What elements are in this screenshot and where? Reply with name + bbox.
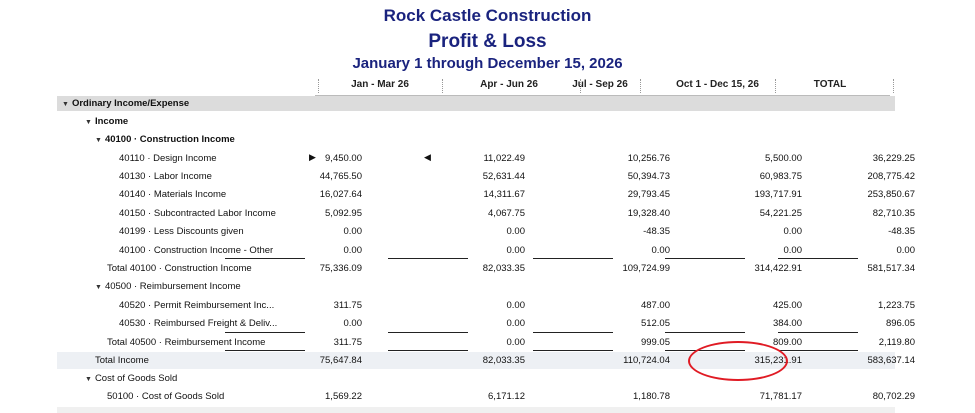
row-label: Total 40100 · Construction Income bbox=[107, 263, 252, 274]
subtotal-underline bbox=[388, 350, 468, 351]
cell-q1[interactable]: 16,027.64 bbox=[319, 189, 362, 200]
subtotal-underline bbox=[533, 350, 613, 351]
company-name: Rock Castle Construction bbox=[383, 6, 592, 25]
cell-q3[interactable]: 10,256.76 bbox=[627, 153, 670, 164]
row-pointer-left-icon: ◀ bbox=[424, 152, 431, 162]
cell-q1[interactable]: 75,336.09 bbox=[319, 263, 362, 274]
collapse-triangle-icon[interactable]: ▼ bbox=[95, 284, 102, 291]
cell-q2[interactable]: 14,311.67 bbox=[483, 189, 525, 200]
cell-total[interactable]: 36,229.25 bbox=[872, 153, 915, 164]
row-label: 40110 · Design Income bbox=[119, 153, 217, 164]
report-title: Profit & Loss bbox=[428, 31, 547, 52]
cell-total[interactable]: 80,702.29 bbox=[872, 391, 915, 402]
cell-q4[interactable]: 314,422.91 bbox=[754, 263, 802, 274]
cell-q4[interactable]: 384.00 bbox=[772, 318, 802, 329]
subtotal-underline bbox=[533, 332, 613, 333]
cell-q4[interactable]: 809.00 bbox=[772, 337, 802, 348]
cell-total[interactable]: 896.05 bbox=[885, 318, 915, 329]
subtotal-underline bbox=[388, 258, 468, 259]
row-label: ▼ 40100 · Construction Income bbox=[95, 134, 235, 145]
next-row-partial bbox=[57, 407, 895, 413]
cell-q3[interactable]: 29,793.45 bbox=[627, 189, 670, 200]
report-row[interactable] bbox=[57, 205, 915, 223]
cell-q1[interactable]: 0.00 bbox=[343, 245, 362, 256]
subtotal-underline bbox=[665, 258, 745, 259]
cell-total[interactable]: 583,637.14 bbox=[867, 355, 915, 366]
cell-q4[interactable]: 193,717.91 bbox=[754, 189, 802, 200]
report-period: January 1 through December 15, 2026 bbox=[352, 55, 623, 72]
row-label: Total 40500 · Reimbursement Income bbox=[107, 337, 266, 348]
cell-q2[interactable]: 82,033.35 bbox=[482, 355, 525, 366]
collapse-triangle-icon[interactable]: ▼ bbox=[95, 137, 102, 144]
report-row[interactable] bbox=[57, 278, 895, 296]
report-row[interactable] bbox=[57, 242, 915, 260]
column-resize-handle[interactable] bbox=[640, 79, 642, 93]
subtotal-underline bbox=[533, 258, 613, 259]
cell-q3[interactable]: 50,394.73 bbox=[627, 171, 670, 182]
cell-q2[interactable]: 0.00 bbox=[506, 226, 525, 237]
cell-q3[interactable]: -48.35 bbox=[643, 226, 670, 237]
subtotal-underline bbox=[665, 332, 745, 333]
cell-q3[interactable]: 487.00 bbox=[640, 300, 670, 311]
column-resize-handle[interactable] bbox=[893, 79, 895, 93]
column-header-q3[interactable]: Jul - Sep 26 bbox=[572, 79, 628, 90]
subtotal-underline bbox=[778, 258, 858, 259]
row-label: 40130 · Labor Income bbox=[119, 171, 212, 182]
cell-total[interactable]: -48.35 bbox=[888, 226, 915, 237]
cell-q3[interactable]: 110,724.04 bbox=[623, 355, 670, 366]
cell-q4[interactable]: 60,983.75 bbox=[759, 171, 802, 182]
cell-q2[interactable]: 6,171.12 bbox=[488, 391, 525, 402]
cell-q4[interactable]: 54,221.25 bbox=[759, 208, 802, 219]
cell-q3[interactable]: 512.05 bbox=[640, 318, 670, 329]
cell-total[interactable]: 208,775.42 bbox=[867, 171, 915, 182]
row-label: ▼ Ordinary Income/Expense bbox=[62, 98, 190, 109]
cell-q2[interactable]: 0.00 bbox=[506, 318, 525, 329]
report-row[interactable] bbox=[57, 315, 915, 333]
cell-total[interactable]: 82,710.35 bbox=[872, 208, 915, 219]
cell-q3[interactable]: 999.05 bbox=[640, 337, 670, 348]
cell-total[interactable]: 2,119.80 bbox=[878, 337, 915, 348]
cell-q4[interactable]: 315,231.91 bbox=[754, 355, 802, 366]
subtotal-underline bbox=[388, 332, 468, 333]
report-row[interactable] bbox=[57, 186, 915, 204]
cell-q4[interactable]: 0.00 bbox=[783, 226, 802, 237]
row-label: ▼ Cost of Goods Sold bbox=[85, 373, 178, 384]
row-label: 40140 · Materials Income bbox=[119, 189, 227, 200]
report-row[interactable] bbox=[57, 113, 895, 131]
collapse-triangle-icon[interactable]: ▼ bbox=[85, 119, 92, 126]
cell-q4[interactable]: 71,781.17 bbox=[759, 391, 802, 402]
cell-total[interactable]: 0.00 bbox=[896, 245, 915, 256]
row-pointer-right-icon: ▶ bbox=[309, 152, 316, 162]
cell-q2[interactable]: 52,631.44 bbox=[482, 171, 525, 182]
cell-q1[interactable]: 0.00 bbox=[343, 226, 362, 237]
report-row[interactable] bbox=[57, 297, 915, 315]
row-label: Total Income bbox=[95, 355, 149, 366]
cell-total[interactable]: 1,223.75 bbox=[878, 300, 915, 311]
cell-q2[interactable]: 0.00 bbox=[506, 300, 525, 311]
subtotal-underline bbox=[225, 350, 305, 351]
subtotal-underline bbox=[225, 258, 305, 259]
cell-q3[interactable]: 0.00 bbox=[651, 245, 670, 256]
row-label: 40199 · Less Discounts given bbox=[119, 226, 244, 237]
cell-q4[interactable]: 0.00 bbox=[783, 245, 802, 256]
cell-q1[interactable]: 311.75 bbox=[333, 300, 362, 311]
cell-q4[interactable]: 5,500.00 bbox=[765, 153, 802, 164]
report-row[interactable] bbox=[57, 223, 915, 241]
row-label: 50100 · Cost of Goods Sold bbox=[107, 391, 225, 402]
column-header-q1[interactable]: Jan - Mar 26 bbox=[351, 79, 409, 90]
cell-q1[interactable]: 5,092.95 bbox=[325, 208, 362, 219]
row-label: 40520 · Permit Reimbursement Inc... bbox=[119, 300, 275, 311]
row-label: ▼ 40500 · Reimbursement Income bbox=[95, 281, 241, 292]
report-row[interactable] bbox=[57, 168, 915, 186]
column-resize-handle[interactable] bbox=[775, 79, 777, 93]
cell-q1[interactable]: 311.75 bbox=[333, 337, 362, 348]
subtotal-underline bbox=[778, 350, 858, 351]
subtotal-underline bbox=[778, 332, 858, 333]
report-row[interactable] bbox=[57, 388, 915, 406]
cell-q3[interactable]: 109,724.99 bbox=[622, 263, 670, 274]
report-row[interactable] bbox=[57, 131, 895, 149]
cell-q1[interactable]: 44,765.50 bbox=[319, 171, 362, 182]
cell-q2[interactable]: 4,067.75 bbox=[488, 208, 525, 219]
cell-q1[interactable]: 1,569.22 bbox=[325, 391, 362, 402]
report-row[interactable] bbox=[57, 150, 915, 168]
collapse-triangle-icon[interactable]: ▼ bbox=[85, 376, 92, 383]
row-label: 40150 · Subcontracted Labor Income bbox=[119, 208, 276, 219]
column-header-q2[interactable]: Apr - Jun 26 bbox=[480, 79, 538, 90]
report-row[interactable] bbox=[57, 260, 915, 278]
row-label: 40530 · Reimbursed Freight & Deliv... bbox=[119, 318, 278, 329]
row-label: ▼ Income bbox=[85, 116, 129, 127]
subtotal-underline bbox=[225, 332, 305, 333]
column-header-total[interactable]: TOTAL bbox=[813, 79, 847, 90]
cell-q1[interactable]: 9,450.00 bbox=[325, 153, 362, 164]
row-label: 40100 · Construction Income - Other bbox=[119, 245, 274, 256]
cell-total[interactable]: 581,517.34 bbox=[867, 263, 915, 274]
cell-q2[interactable]: 82,033.35 bbox=[482, 263, 525, 274]
cell-q2[interactable]: 11,022.49 bbox=[483, 153, 525, 164]
column-header-q4[interactable]: Oct 1 - Dec 15, 26 bbox=[676, 79, 759, 90]
cell-q4[interactable]: 425.00 bbox=[772, 300, 802, 311]
highlight-circle-annotation bbox=[688, 341, 788, 381]
cell-q1[interactable]: 75,647.84 bbox=[319, 355, 362, 366]
cell-q3[interactable]: 19,328.40 bbox=[627, 208, 670, 219]
cell-total[interactable]: 253,850.67 bbox=[867, 189, 915, 200]
report-row[interactable] bbox=[57, 95, 895, 113]
cell-q2[interactable]: 0.00 bbox=[506, 245, 525, 256]
collapse-triangle-icon[interactable]: ▼ bbox=[62, 101, 69, 108]
cell-q2[interactable]: 0.00 bbox=[506, 337, 525, 348]
cell-q3[interactable]: 1,180.78 bbox=[633, 391, 670, 402]
cell-q1[interactable]: 0.00 bbox=[343, 318, 362, 329]
